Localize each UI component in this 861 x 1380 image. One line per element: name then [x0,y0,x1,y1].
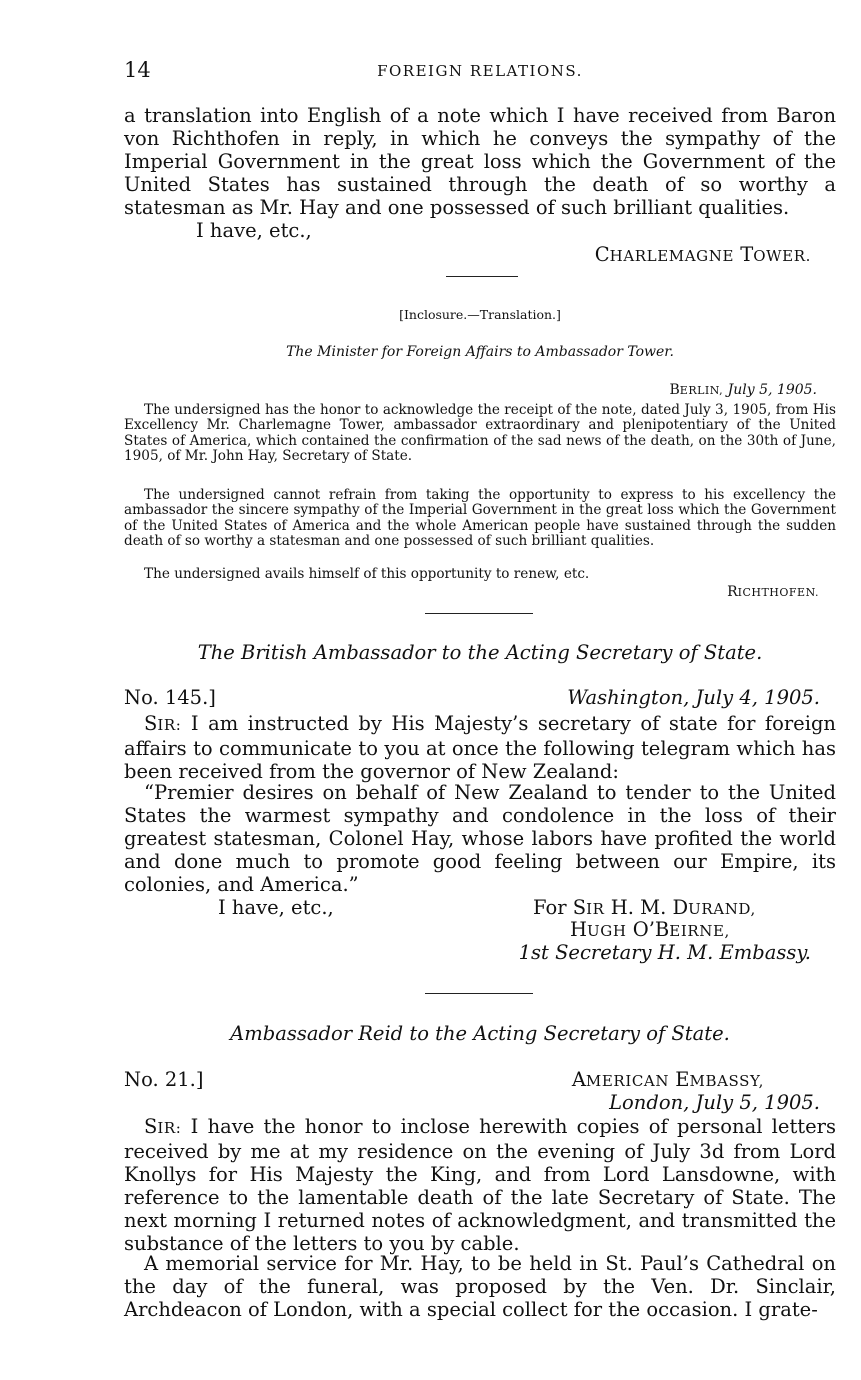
salutation: SIR: [144,1115,182,1138]
british-signature-line-1: For SIR H. M. DURAND, [533,896,756,919]
tower-signature: CHARLEMAGNE TOWER. [594,243,811,266]
inclosure-paragraph-3: The undersigned avails himself of this opportunity to renew, etc. [144,566,590,582]
tower-letter-body: a translation into English of a note which I have received from Baron von Richthofen in reply, in which he conveys the sympathy of the Imperial Government in the great loss which the Government of the United States has sustained through the death of so worthy a statesman as Mr. Hay and one possessed of such brilliant qualities. [124,104,836,219]
british-heading: The British Ambassador to the Acting Secretary of State. [197,641,763,664]
inclosure-paragraph-2: The undersigned cannot refrain from taking the opportunity to express to his excellency the ambassador the sincere sympathy of the Imperial Government in the great loss which the Government of the United States of America and the whole American people have sustained through the sudden death of so worthy a statesman and one possessed of such brilliant qualities. [124,487,836,549]
running-head: FOREIGN RELATIONS. [377,62,583,80]
reid-number: No. 21.] [124,1068,204,1091]
section-rule [446,276,518,277]
british-signature-line-3: 1st Secretary H. M. Embassy. [518,941,811,964]
british-closing: I have, etc., [218,896,334,919]
reid-dateline: London, July 5, 1905. [609,1091,820,1114]
inclosure-heading: The Minister for Foreign Affairs to Ambassador Tower. [286,344,674,360]
page-header [124,58,836,88]
reid-paragraph-1: SIR: I have the honor to inclose herewith copies of personal letters received by me at my residence on the evening of July 3d from Lord Knollys for His Majesty the King, and from Lord Lansdowne, with reference to the lamentable death of the late Secretary of State. The next morning I returned notes of acknowledgment, and transmitted the substance of the letters to you by cable. [124,1115,836,1255]
inclosure-label: [Inclosure.—Translation.] [399,307,561,322]
inclosure-signature: RICHTHOFEN. [727,584,819,600]
section-rule [425,613,533,614]
british-number: No. 145.] [124,686,216,709]
british-signature-line-2: HUGH O’BEIRNE, [570,918,730,941]
section-rule [425,993,533,994]
page-number: 14 [124,58,151,82]
inclosure-paragraph-1: The undersigned has the honor to acknowledge the receipt of the note, dated July 3, 1905, from His Excellency Mr. Charlemagne Tower, ambassador extraordinary and plenipotentiary of the United States of America, which contained the confirmation of the sad news of the death, on the 30th of June, 1905, of Mr. John Hay, Secretary of State. [124,402,836,464]
reid-paragraph-2: A memorial service for Mr. Hay, to be held in St. Paul’s Cathedral on the day of the funeral, was proposed by the Ven. Dr. Sinclair, Archdeacon of London, with a special collect for the occasion. I grate- [124,1252,836,1321]
tower-closing: I have, etc., [196,219,312,242]
british-dateline: Washington, July 4, 1905. [567,686,820,709]
reid-embassy: AMERICAN EMBASSY, [571,1068,764,1091]
salutation: SIR: [144,712,182,735]
british-telegram: “Premier desires on behalf of New Zealand to tender to the United States the warmest sympathy and condolence in the loss of their greatest statesman, Colonel Hay, whose labors have profited the world and done much to promote good feeling between our Empire, its colonies, and America.” [124,781,836,896]
british-paragraph-1: SIR: I am instructed by His Majesty’s secretary of state for foreign affairs to communicate to you at once the following telegram which has been received from the governor of New Zealand: [124,712,836,783]
inclosure-dateline: BERLIN, July 5, 1905. [669,382,817,398]
reid-heading: Ambassador Reid to the Acting Secretary of State. [230,1022,730,1045]
